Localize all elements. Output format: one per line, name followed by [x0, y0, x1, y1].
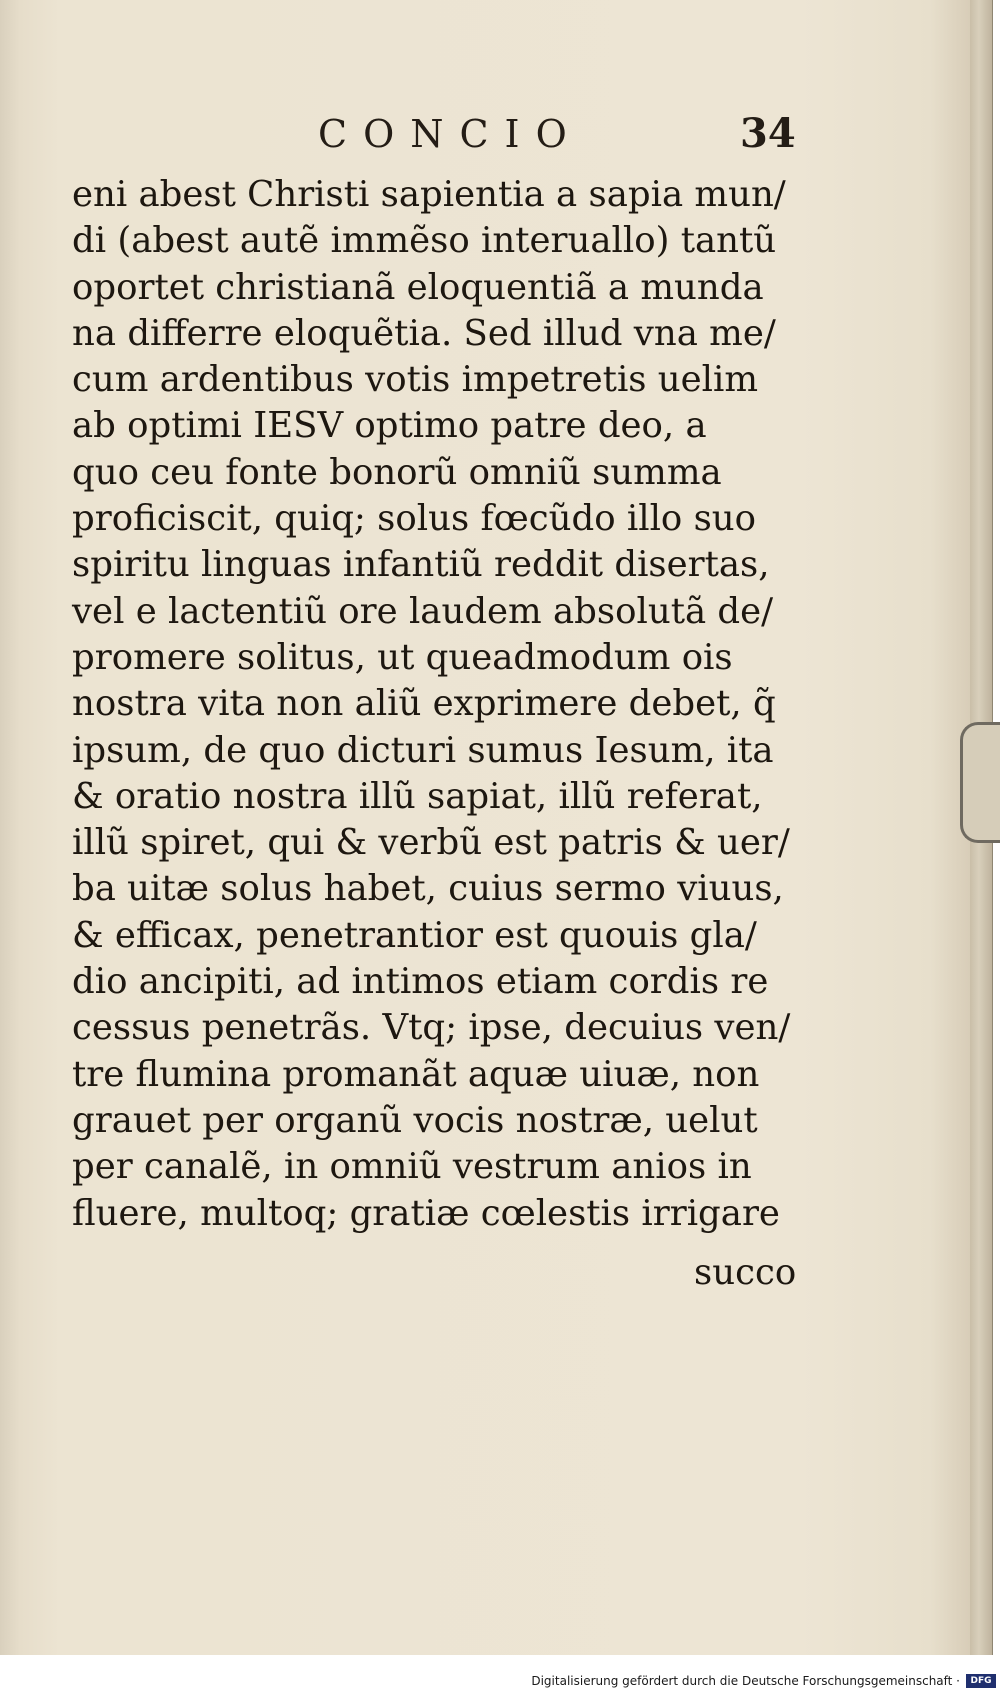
text-line: per canalẽ, in omniũ vestrum anios in: [72, 1146, 752, 1188]
text-line: spiritu linguas infantiũ reddit disertas,: [72, 544, 770, 586]
catchword: succo: [694, 1252, 797, 1293]
text-line: di (abest autẽ immẽso interuallo) tantũ: [72, 220, 777, 262]
text-line: oportet christianã eloquentiã a munda: [72, 266, 764, 308]
text-line: na differre eloquẽtia. Sed illud vna me/: [72, 312, 776, 354]
page-number: 34: [740, 110, 796, 157]
footer-credit: Digitalisierung gefördert durch die Deutsche Forschungsgemeinschaft ·: [531, 1674, 960, 1688]
running-head: CONCIO: [318, 112, 583, 156]
text-line: ab optimi IESV optimo patre deo, a: [72, 405, 707, 447]
text-line: grauet per organũ vocis nostræ, uelut: [72, 1099, 758, 1141]
text-line: fluere, multoq; gratiæ cœlestis irrigare: [72, 1192, 780, 1234]
page-tab-marker: [960, 722, 1000, 843]
text-line: proficiscit, quiq; solus fœcũdo illo suo: [72, 498, 757, 540]
digitization-footer: [0, 1672, 1000, 1691]
page-header: [300, 112, 800, 162]
text-line: promere solitus, ut queadmodum ois: [72, 636, 733, 678]
text-line: eni abest Christi sapientia a sapia mun/: [72, 174, 786, 215]
text-line: tre flumina promanãt aquæ uiuæ, non: [72, 1053, 760, 1095]
text-line: ipsum, de quo dicturi sumus Iesum, ita: [72, 729, 774, 771]
body-text: [72, 172, 802, 1237]
text-line: illũ spiret, qui & verbũ est patris & uer/: [72, 822, 790, 864]
text-line: & oratio nostra illũ sapiat, illũ referat,: [72, 775, 763, 817]
text-line: vel e lactentiũ ore laudem absolutã de/: [72, 590, 774, 632]
text-line: & efficax, penetrantior est quouis gla/: [72, 914, 757, 956]
text-line: nostra vita non aliũ exprimere debet, q̃: [72, 683, 776, 725]
text-line: ba uitæ solus habet, cuius sermo viuus,: [72, 868, 784, 910]
dfg-logo: DFG: [966, 1674, 996, 1688]
text-line: quo ceu fonte bonorũ omniũ summa: [72, 451, 722, 493]
text-line: dio ancipiti, ad intimos etiam cordis re: [72, 961, 769, 1003]
text-line: cum ardentibus votis impetretis uelim: [72, 359, 759, 401]
text-line: cessus penetrãs. Vtq; ipse, decuius ven/: [72, 1007, 791, 1049]
